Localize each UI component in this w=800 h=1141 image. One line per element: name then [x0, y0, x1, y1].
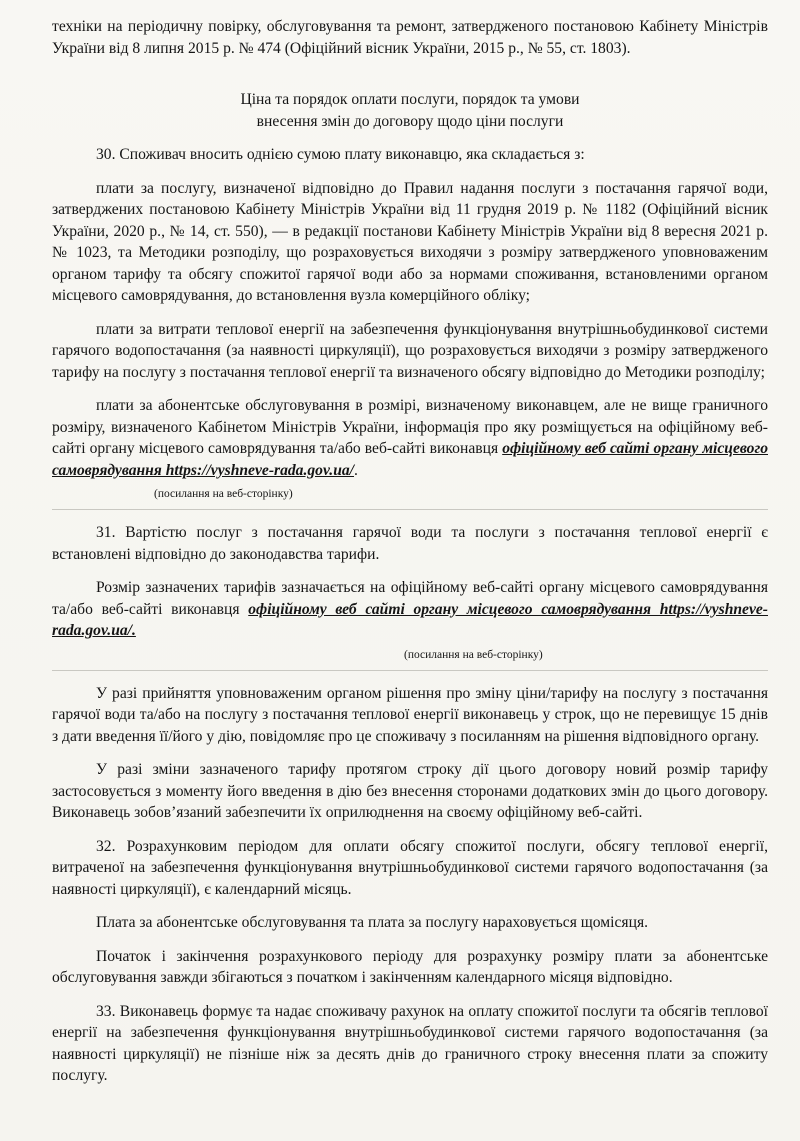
link-footnote: (посилання на веб-сторінку): [404, 648, 543, 661]
separator-line: [52, 670, 768, 671]
clause-32-monthly-charge: Плата за абонентське обслуговування та плата за послугу нараховується щомісяця.: [96, 914, 649, 931]
document-body: [52, 16, 768, 1087]
clause-30-item-subscription-fee: [52, 395, 768, 481]
clause-30-item-service-fee: плати за послугу, визначеної відповідно до Правил надання послуги з постачання гарячої води, затверджених постановою Кабінету Міністрів України від 11 грудня 2019 р. № 1182 (Офіційний вісник України, 2020 р., № 14, ст. 550), — в редакції постанови Кабінету Міністрів України від 8 вересня 2021 р. № 1023, та Методики розподілу, що розраховується виходячи з розміру затвердженого уповноваженим органом тарифу та обсягу спожитої гарячої води або за нормами споживання, встановленими органом місцевого самоврядування, до встановлення вузла комерційного обліку;: [52, 179, 768, 304]
intro-paragraph: техніки на періодичну повірку, обслуговування та ремонт, затвердженого постановою Кабінету Міністрів України від 8 липня 2015 р. № 474 (Офіційний вісник України, 2015 р., № 55, ст. 1803).: [52, 18, 768, 57]
clause-31: 31. Вартістю послуг з постачання гарячої води та послуги з постачання теплової енергії є встановлені відповідно до законодавства тарифи.: [52, 524, 768, 563]
separator-line: [52, 509, 768, 510]
clause-31-tariff-change-application: У разі зміни зазначеного тарифу протягом строку дії цього договору новий розмір тарифу застосовується з моменту його введення в дію без внесення сторонами додаткових змін до цього договору. Виконавець зобов’язаний забезпечити їх оприлюднення на своєму офіційному веб-сайті.: [52, 761, 768, 821]
council-website-link[interactable]: офіційному веб сайті органу місцевого самоврядування https://vyshneve-rada.gov.ua/: [52, 440, 768, 479]
clause-32: 32. Розрахунковим періодом для оплати обсягу спожитої послуги, обсягу теплової енергії, витраченої на забезпечення функціонування внутрішньобудинкової системи гарячого водопостачання (за наявності циркуляції), є календарний місяць.: [52, 837, 768, 898]
clause-31-tariff-text: Розмір зазначених тарифів зазначається на офіційному веб-сайті органу місцевого самоврядування та/або веб-сайті виконавця: [52, 579, 768, 618]
council-website-link[interactable]: офіційному веб сайті органу місцевого самоврядування https://vyshneve-rada.gov.ua/.: [52, 600, 768, 639]
link-footnote: (посилання на веб-сторінку): [154, 488, 293, 500]
clause-31-tariff-change-notice: У разі прийняття уповноваженим органом рішення про зміну ціни/тарифу на послугу з постачання гарячої води та/або на послугу з постачання теплової енергії виконавець у строк, що не перевищує 15 днів з дати введення її/його у дію, повідомляє про це споживачу з посиланням на рішення відповідного органу.: [52, 684, 768, 745]
clause-32-billing-period: Початок і закінчення розрахункового періоду для розрахунку розміру плати за абонентське обслуговування завжди збігаються з початком і закінченням календарного місяця відповідно.: [52, 947, 768, 986]
clause-30-subscription-end: .: [354, 461, 358, 479]
clause-30-subscription-text: плати за абонентське обслуговування в розмірі, визначеному виконавцем, але не вище граничного розміру, визначеного Кабінетом Міністрів України, інформація про яку розміщується на офіційному веб-сайті органу місцевого самоврядування та/або веб-сайті виконавця: [52, 397, 768, 457]
clause-31-tariff-size: [52, 577, 768, 642]
clause-30-item-heat-energy-fee: плати за витрати теплової енергії на забезпечення функціонування внутрішньобудинкової системи гарячого водопостачання (за наявності циркуляції), що розраховується виходячи з розміру затвердженого тарифу на послугу з постачання теплової енергії та визначеного обсягу відповідно до Методики розподілу;: [52, 320, 768, 381]
section-heading-line-2: внесення змін до договору щодо ціни послуги: [256, 112, 564, 130]
clause-33: 33. Виконавець формує та надає споживачу рахунок на оплату спожитої послуги та обсягів теплової енергії на забезпечення функціонування внутрішньобудинкової системи гарячого водопостачання (за наявності циркуляції) не пізніше ніж за десять днів до граничного строку внесення плати за спожиту послугу.: [52, 1002, 768, 1084]
clause-30: 30. Споживач вносить однією сумою плату виконавцю, яка складається з:: [96, 146, 585, 163]
section-heading-line-1: Ціна та порядок оплати послуги, порядок та умови: [240, 91, 580, 108]
